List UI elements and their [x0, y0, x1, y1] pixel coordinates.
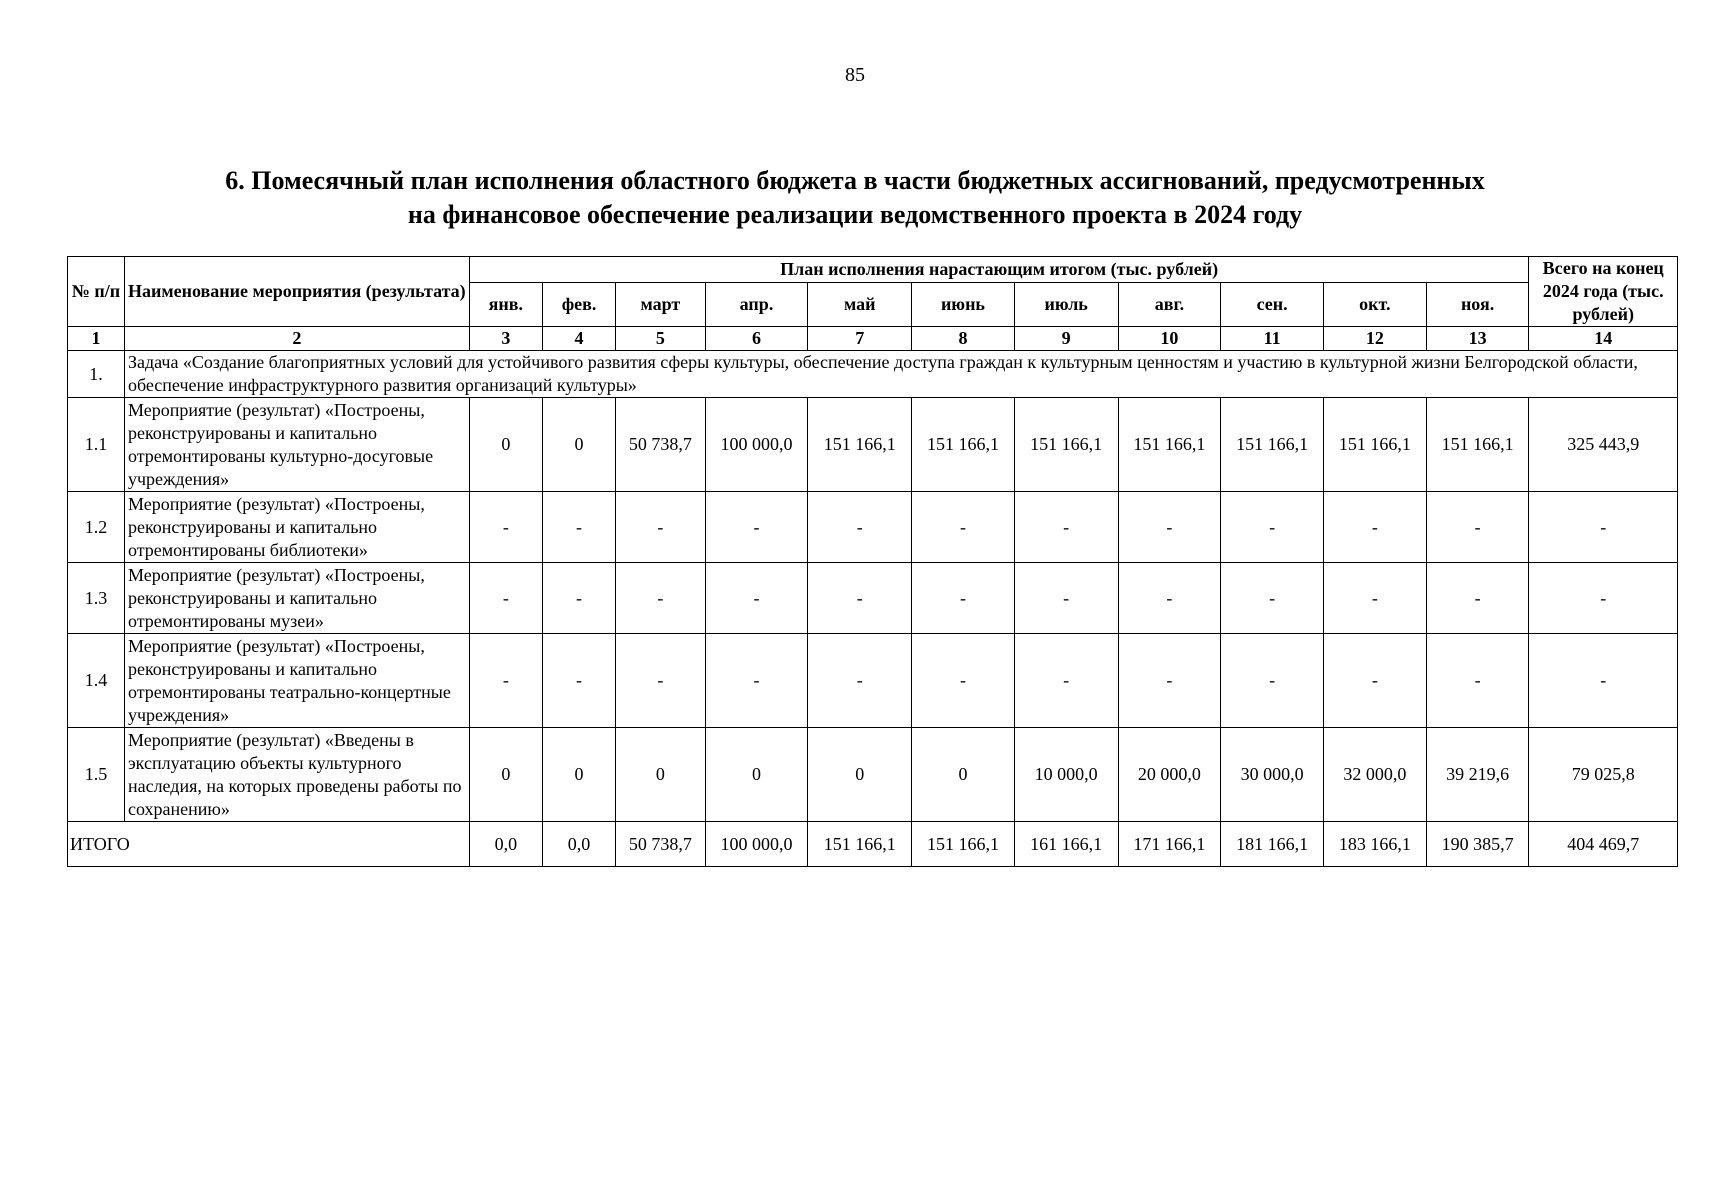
column-number: 13 [1426, 327, 1529, 351]
row-num: 1.2 [68, 492, 125, 563]
row-value: - [1323, 563, 1426, 634]
row-value: - [1426, 563, 1529, 634]
row-value: 32 000,0 [1323, 728, 1426, 822]
total-value: 171 166,1 [1118, 822, 1221, 867]
table-row [68, 563, 1678, 634]
row-value: - [542, 634, 615, 728]
row-value: - [542, 563, 615, 634]
row-name: Мероприятие (результат) «Построены, реконструированы и капитально отремонтированы культурно-досуговые учреждения» [124, 398, 469, 492]
total-value: 161 166,1 [1014, 822, 1118, 867]
row-value: 151 166,1 [912, 398, 1015, 492]
row-value: - [1118, 563, 1221, 634]
total-label: ИТОГО [68, 822, 470, 867]
row-value: - [808, 492, 912, 563]
column-number: 12 [1323, 327, 1426, 351]
row-total: 325 443,9 [1529, 398, 1678, 492]
row-value: 0 [469, 728, 542, 822]
header-row-top [68, 257, 1678, 283]
row-value: 50 738,7 [616, 398, 705, 492]
header-month: авг. [1118, 283, 1221, 327]
header-name: Наименование мероприятия (результата) [124, 257, 469, 327]
total-value: 0,0 [469, 822, 542, 867]
total-value: 181 166,1 [1221, 822, 1324, 867]
row-name: Мероприятие (результат) «Построены, реконструированы и капитально отремонтированы театрально-концертные учреждения» [124, 634, 469, 728]
page-number: 85 [845, 64, 865, 86]
row-value: - [616, 634, 705, 728]
header-month: май [808, 283, 912, 327]
budget-plan-sheet [67, 256, 1678, 867]
header-month: июль [1014, 283, 1118, 327]
task-text: Задача «Создание благоприятных условий для устойчивого развития сферы культуры, обеспечение доступа граждан к культурным ценностям и участию в культурной жизни Белгородской области, обеспечение инфраструктурного развития организаций культуры» [124, 351, 1677, 398]
column-number: 5 [616, 327, 705, 351]
header-month: июнь [912, 283, 1015, 327]
column-number: 7 [808, 327, 912, 351]
row-value: 0 [542, 728, 615, 822]
row-value: - [616, 563, 705, 634]
task-num: 1. [68, 351, 125, 398]
header-month: сен. [1221, 283, 1324, 327]
row-value: 0 [542, 398, 615, 492]
row-value: - [705, 492, 808, 563]
row-value: - [1014, 634, 1118, 728]
row-value: - [1323, 492, 1426, 563]
header-month: апр. [705, 283, 808, 327]
row-value: 151 166,1 [1426, 398, 1529, 492]
row-value: - [1221, 492, 1324, 563]
row-value: - [808, 634, 912, 728]
total-value: 190 385,7 [1426, 822, 1529, 867]
row-value: - [1014, 563, 1118, 634]
column-number: 14 [1529, 327, 1678, 351]
row-total: - [1529, 634, 1678, 728]
row-value: 151 166,1 [1221, 398, 1324, 492]
column-number: 10 [1118, 327, 1221, 351]
row-value: 10 000,0 [1014, 728, 1118, 822]
row-num: 1.3 [68, 563, 125, 634]
row-total: 79 025,8 [1529, 728, 1678, 822]
row-value: 0 [808, 728, 912, 822]
table-row [68, 398, 1678, 492]
total-value: 151 166,1 [912, 822, 1015, 867]
table-row [68, 728, 1678, 822]
header-month: ноя. [1426, 283, 1529, 327]
row-value: - [912, 563, 1015, 634]
task-row [68, 351, 1678, 398]
column-number: 2 [124, 327, 469, 351]
total-row [68, 822, 1678, 867]
table-row [68, 492, 1678, 563]
row-value: 100 000,0 [705, 398, 808, 492]
row-value: 0 [912, 728, 1015, 822]
row-value: 151 166,1 [1014, 398, 1118, 492]
header-month: окт. [1323, 283, 1426, 327]
row-value: - [1221, 563, 1324, 634]
row-name: Мероприятие (результат) «Построены, реконструированы и капитально отремонтированы библиотеки» [124, 492, 469, 563]
header-month: фев. [542, 283, 615, 327]
row-num: 1.5 [68, 728, 125, 822]
total-value: 183 166,1 [1323, 822, 1426, 867]
row-value: - [469, 634, 542, 728]
row-num: 1.4 [68, 634, 125, 728]
header-plan: План исполнения нарастающим итогом (тыс. рублей) [469, 257, 1529, 283]
row-name: Мероприятие (результат) «Построены, реконструированы и капитально отремонтированы музеи» [124, 563, 469, 634]
row-value: - [1118, 492, 1221, 563]
row-value: - [469, 563, 542, 634]
row-value: - [1426, 492, 1529, 563]
column-number: 3 [469, 327, 542, 351]
row-total: - [1529, 563, 1678, 634]
total-value: 151 166,1 [808, 822, 912, 867]
row-value: 0 [705, 728, 808, 822]
row-value: 151 166,1 [1118, 398, 1221, 492]
column-number: 11 [1221, 327, 1324, 351]
row-value: 30 000,0 [1221, 728, 1324, 822]
header-num: № п/п [68, 257, 125, 327]
table-row [68, 634, 1678, 728]
header-month: март [616, 283, 705, 327]
title-line-1: 6. Помесячный план исполнения областного бюджета в части бюджетных ассигнований, предусмотренных [225, 166, 1485, 195]
row-value: 39 219,6 [1426, 728, 1529, 822]
budget-plan-table [67, 256, 1678, 867]
header-total: Всего на конец 2024 года (тыс. рублей) [1529, 257, 1678, 327]
row-value: - [616, 492, 705, 563]
column-number: 1 [68, 327, 125, 351]
column-number: 8 [912, 327, 1015, 351]
total-value: 100 000,0 [705, 822, 808, 867]
header-month: янв. [469, 283, 542, 327]
row-value: 151 166,1 [808, 398, 912, 492]
row-value: - [705, 634, 808, 728]
row-total: - [1529, 492, 1678, 563]
title-line-2: на финансовое обеспечение реализации ведомственного проекта в 2024 году [407, 200, 1303, 229]
row-value: - [1014, 492, 1118, 563]
row-value: 151 166,1 [1323, 398, 1426, 492]
column-number: 9 [1014, 327, 1118, 351]
row-value: - [912, 492, 1015, 563]
row-value: 0 [469, 398, 542, 492]
row-value: - [1118, 634, 1221, 728]
row-value: - [705, 563, 808, 634]
column-number: 4 [542, 327, 615, 351]
total-value: 0,0 [542, 822, 615, 867]
row-value: - [912, 634, 1015, 728]
row-value: - [1426, 634, 1529, 728]
row-value: - [469, 492, 542, 563]
row-value: - [808, 563, 912, 634]
column-number-row [68, 327, 1678, 351]
row-num: 1.1 [68, 398, 125, 492]
row-value: 20 000,0 [1118, 728, 1221, 822]
column-number: 6 [705, 327, 808, 351]
row-value: 0 [616, 728, 705, 822]
row-value: - [542, 492, 615, 563]
row-value: - [1221, 634, 1324, 728]
document-title [0, 164, 1710, 232]
row-value: - [1323, 634, 1426, 728]
row-name: Мероприятие (результат) «Введены в эксплуатацию объекты культурного наследия, на которых проведены работы по сохранению» [124, 728, 469, 822]
total-value: 50 738,7 [616, 822, 705, 867]
total-grand: 404 469,7 [1529, 822, 1678, 867]
